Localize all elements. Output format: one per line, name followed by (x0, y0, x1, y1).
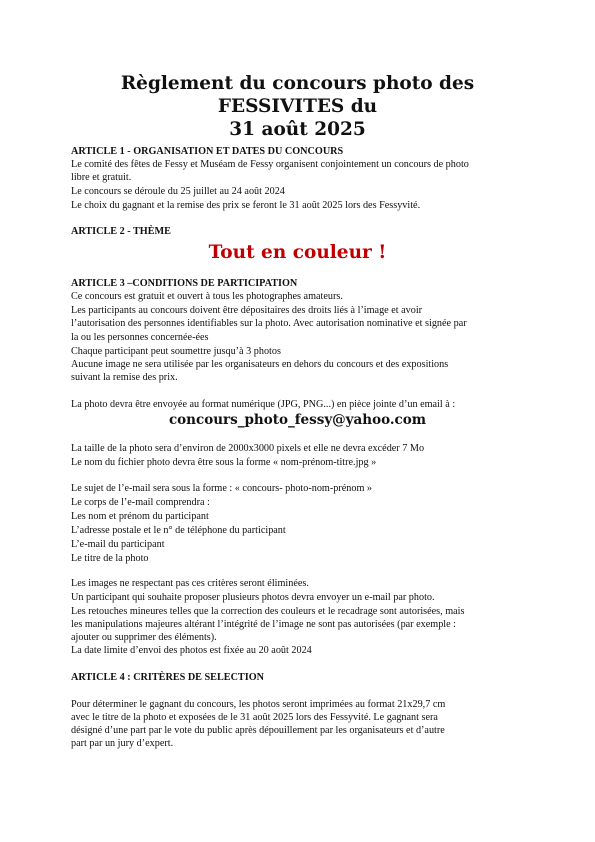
article-1-heading: ARTICLE 1 - ORGANISATION ET DATES DU CONCOURS (71, 146, 344, 157)
title-line-1: Règlement du concours photo des FESSIVITES du (120, 73, 475, 117)
article-4-line: désigné d’une part par le vote du public après dépouillement par les organisateurs et d’autre (71, 725, 445, 736)
rules-line: les manipulations majeures altérant l’intégrité de l’image ne sont pas autorisées (par exemple : (71, 619, 457, 630)
body-line: L’e-mail du participant (71, 539, 165, 550)
format-line: La taille de la photo sera d’environ de 2000x3000 pixels et elle ne devra excéder 7 Mo (71, 443, 425, 454)
body-line: Le titre de la photo (71, 553, 149, 564)
rules-line: Les retouches mineures telles que la correction des couleurs et le recadrage sont autorisées, mais (71, 606, 465, 617)
article-1-line: Le choix du gagnant et la remise des prix se feront le 31 août 2025 lors des Fessyvité. (71, 200, 421, 211)
rules-line: Un participant qui souhaite proposer plusieurs photos devra envoyer un e-mail par photo. (71, 592, 435, 603)
article-3-line: Chaque participant peut soumettre jusqu’à 3 photos (71, 346, 281, 357)
article-3-heading: ARTICLE 3 –CONDITIONS DE PARTICIPATION (71, 278, 298, 289)
article-3-line: Les participants au concours doivent être dépositaires des droits liés à l’image et avoir (71, 305, 423, 316)
body-line: Le corps de l’e-mail comprendra : (71, 497, 210, 508)
body-line: L’adresse postale et le n° de téléphone du participant (71, 525, 286, 536)
article-3-line: suivant la remise des prix. (71, 372, 178, 383)
send-instruction: La photo devra être envoyée au format numérique (JPG, PNG...) en pièce jointe d’un email à : (71, 399, 456, 410)
theme-title: Tout en couleur ! (208, 242, 387, 263)
article-4-line: avec le titre de la photo et exposées de le 31 août 2025 lors des Fessyvité. Le gagnant sera (71, 712, 438, 723)
article-1-line: libre et gratuit. (71, 172, 132, 183)
format-line: Le nom du fichier photo devra être sous la forme « nom-prénom-titre.jpg » (71, 457, 377, 468)
rules-line: La date limite d’envoi des photos est fixée au 20 août 2024 (71, 645, 312, 656)
article-4-line: part par un jury d’expert. (71, 738, 174, 749)
article-1-line: Le comité des fêtes de Fessy et Muséam de Fessy organisent conjointement un concours de photo (71, 159, 469, 170)
contest-email: concours_photo_fessy@yahoo.com (168, 412, 427, 428)
article-2-heading: ARTICLE 2 - THÈME (71, 226, 171, 237)
article-3-line: Ce concours est gratuit et ouvert à tous les photographes amateurs. (71, 291, 343, 302)
article-4-heading: ARTICLE 4 : CRITÈRES DE SELECTION (71, 672, 264, 683)
rules-line: Les images ne respectant pas ces critères seront éliminées. (71, 578, 309, 589)
title-line-2: 31 août 2025 (229, 119, 366, 140)
article-3-line: la ou les personnes concernée-ées (71, 332, 209, 343)
article-3-line: Aucune image ne sera utilisée par les organisateurs en dehors du concours et des expositions (71, 359, 449, 370)
document-title (60, 72, 535, 141)
rules-line: ajouter ou supprimer des éléments). (71, 632, 217, 643)
body-line: Les nom et prénom du participant (71, 511, 209, 522)
subject-line: Le sujet de l’e-mail sera sous la forme : « concours- photo-nom-prénom » (71, 483, 373, 494)
article-1-line: Le concours se déroule du 25 juillet au 24 août 2024 (71, 186, 285, 197)
article-3-line: l’autorisation des personnes identifiables sur la photo. Avec autorisation nominative et signée par (71, 318, 467, 329)
article-4-line: Pour déterminer le gagnant du concours, les photos seront imprimées au format 21x29,7 cm (71, 699, 446, 710)
